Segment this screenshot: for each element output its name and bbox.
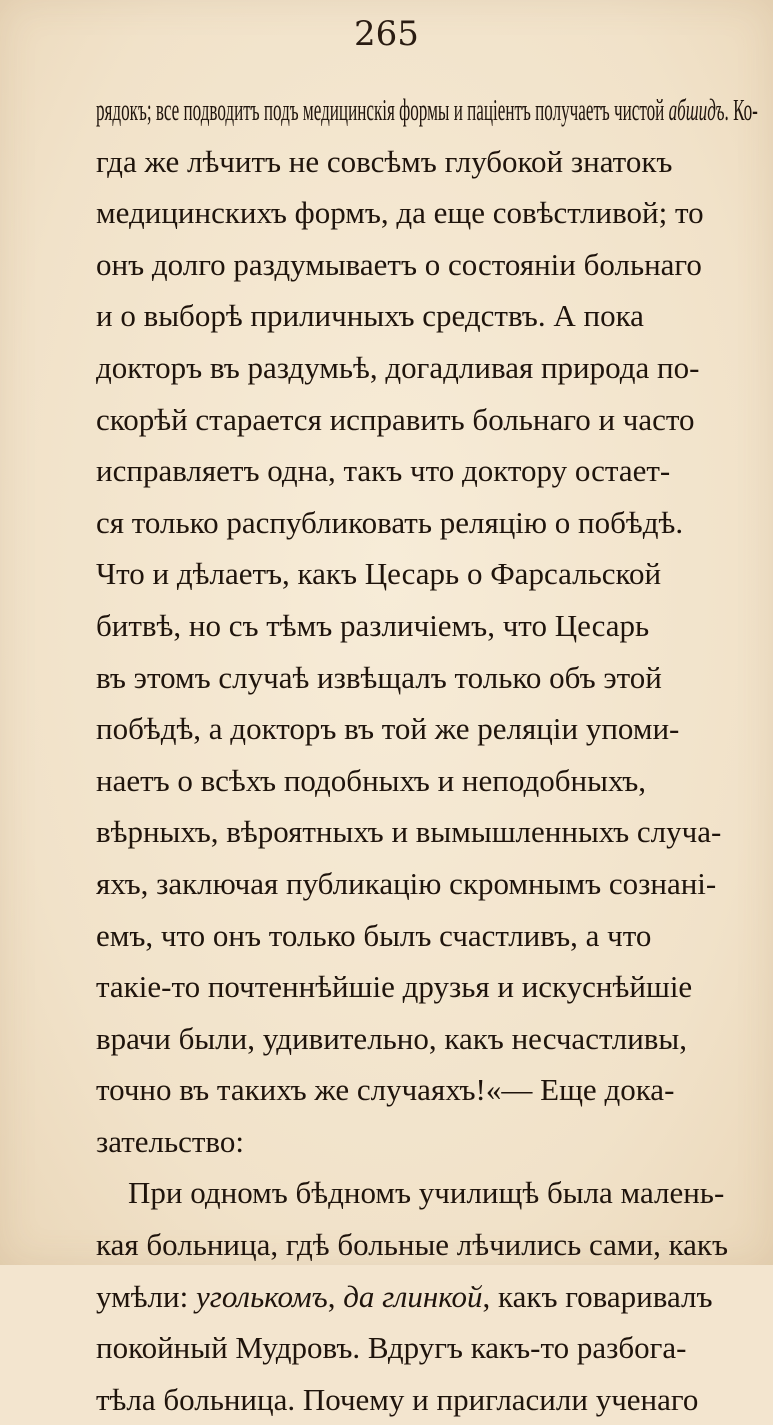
text-line [96, 910, 758, 962]
text-line [96, 600, 758, 652]
text-segment: скорѣй старается исправить больнаго и часто [96, 401, 695, 437]
text-segment: медицинскихъ формъ, да еще совѣстливой; то [96, 195, 704, 231]
text-segment: ся только распубликовать реляцію о побѣдѣ. [96, 504, 684, 540]
text-line [96, 1167, 758, 1219]
text-line [96, 497, 758, 549]
text-segment: точно въ такихъ же случаяхъ!«— Еще дока- [96, 1072, 675, 1108]
text-segment: врачи были, удивительно, какъ несчастливы, [96, 1020, 687, 1056]
italic-text: да глинкой [343, 1278, 483, 1314]
text-line [96, 445, 758, 497]
text-line [96, 858, 758, 910]
text-segment: емъ, что онъ только былъ счастливъ, а что [96, 917, 652, 953]
text-segment: кая больница, гдѣ больные лѣчились сами, какъ [96, 1227, 729, 1263]
text-line [96, 1374, 758, 1425]
text-segment: докторъ въ раздумьѣ, догадливая природа по- [96, 349, 700, 385]
page-number: 265 [354, 14, 419, 54]
text-line [96, 1116, 758, 1168]
text-segment: и о выборѣ приличныхъ средствъ. А пока [96, 298, 644, 334]
text-line [96, 1064, 758, 1116]
text-segment: зательство: [96, 1123, 244, 1159]
text-segment: исправляетъ одна, такъ что доктору остает- [96, 453, 671, 489]
text-line [96, 84, 758, 136]
text-line [96, 187, 758, 239]
text-line [96, 548, 758, 600]
text-line [96, 342, 758, 394]
text-line [96, 290, 758, 342]
text-segment: тѣла больница. Почему и пригласили ученаго [96, 1381, 699, 1417]
text-segment: При одномъ бѣдномъ училищѣ была малень- [128, 1175, 725, 1211]
text-segment: рядокъ; все подводитъ подъ медицинскія формы и паціентъ получаетъ чистой [96, 92, 669, 127]
text-segment: . Ко- [724, 92, 758, 127]
text-line [96, 1271, 758, 1323]
text-line [96, 136, 758, 188]
text-segment: покойный Мудровъ. Вдругъ какъ-то разбога- [96, 1330, 687, 1366]
text-segment: вѣрныхъ, вѣроятныхъ и вымышленныхъ случа- [96, 814, 722, 850]
text-segment: побѣдѣ, а докторъ въ той же реляціи упоми- [96, 711, 680, 747]
text-segment: гда же лѣчитъ не совсѣмъ глубокой знатокъ [96, 143, 673, 179]
text-segment: наетъ о всѣхъ подобныхъ и неподобныхъ, [96, 762, 647, 798]
text-segment: умѣли: [96, 1278, 196, 1314]
text-line [96, 239, 758, 291]
text-segment: яхъ, заключая публикацію скромнымъ сознані- [96, 865, 717, 901]
text-line [96, 755, 758, 807]
text-line [96, 703, 758, 755]
text-line [96, 394, 758, 446]
italic-text: уголькомъ [195, 1278, 328, 1314]
text-segment: Что и дѣлаетъ, какъ Цесарь о Фарсальской [96, 556, 662, 592]
text-segment: , какъ говаривалъ [482, 1278, 713, 1314]
text-segment: онъ долго раздумываетъ о состояніи больнаго [96, 246, 702, 282]
text-segment: , [327, 1278, 344, 1314]
text-segment: въ этомъ случаѣ извѣщалъ только объ этой [96, 659, 662, 695]
text-line [96, 806, 758, 858]
text-segment: такіе-то почтеннѣйшіе друзья и искуснѣйшіе [96, 969, 693, 1005]
italic-text: абшидъ [668, 92, 725, 127]
text-line [96, 652, 758, 704]
text-line [96, 1013, 758, 1065]
text-line [96, 1219, 758, 1271]
text-line [96, 1322, 758, 1374]
text-segment: битвѣ, но съ тѣмъ различіемъ, что Цесарь [96, 607, 650, 643]
body-text [96, 84, 758, 1425]
text-line [96, 961, 758, 1013]
